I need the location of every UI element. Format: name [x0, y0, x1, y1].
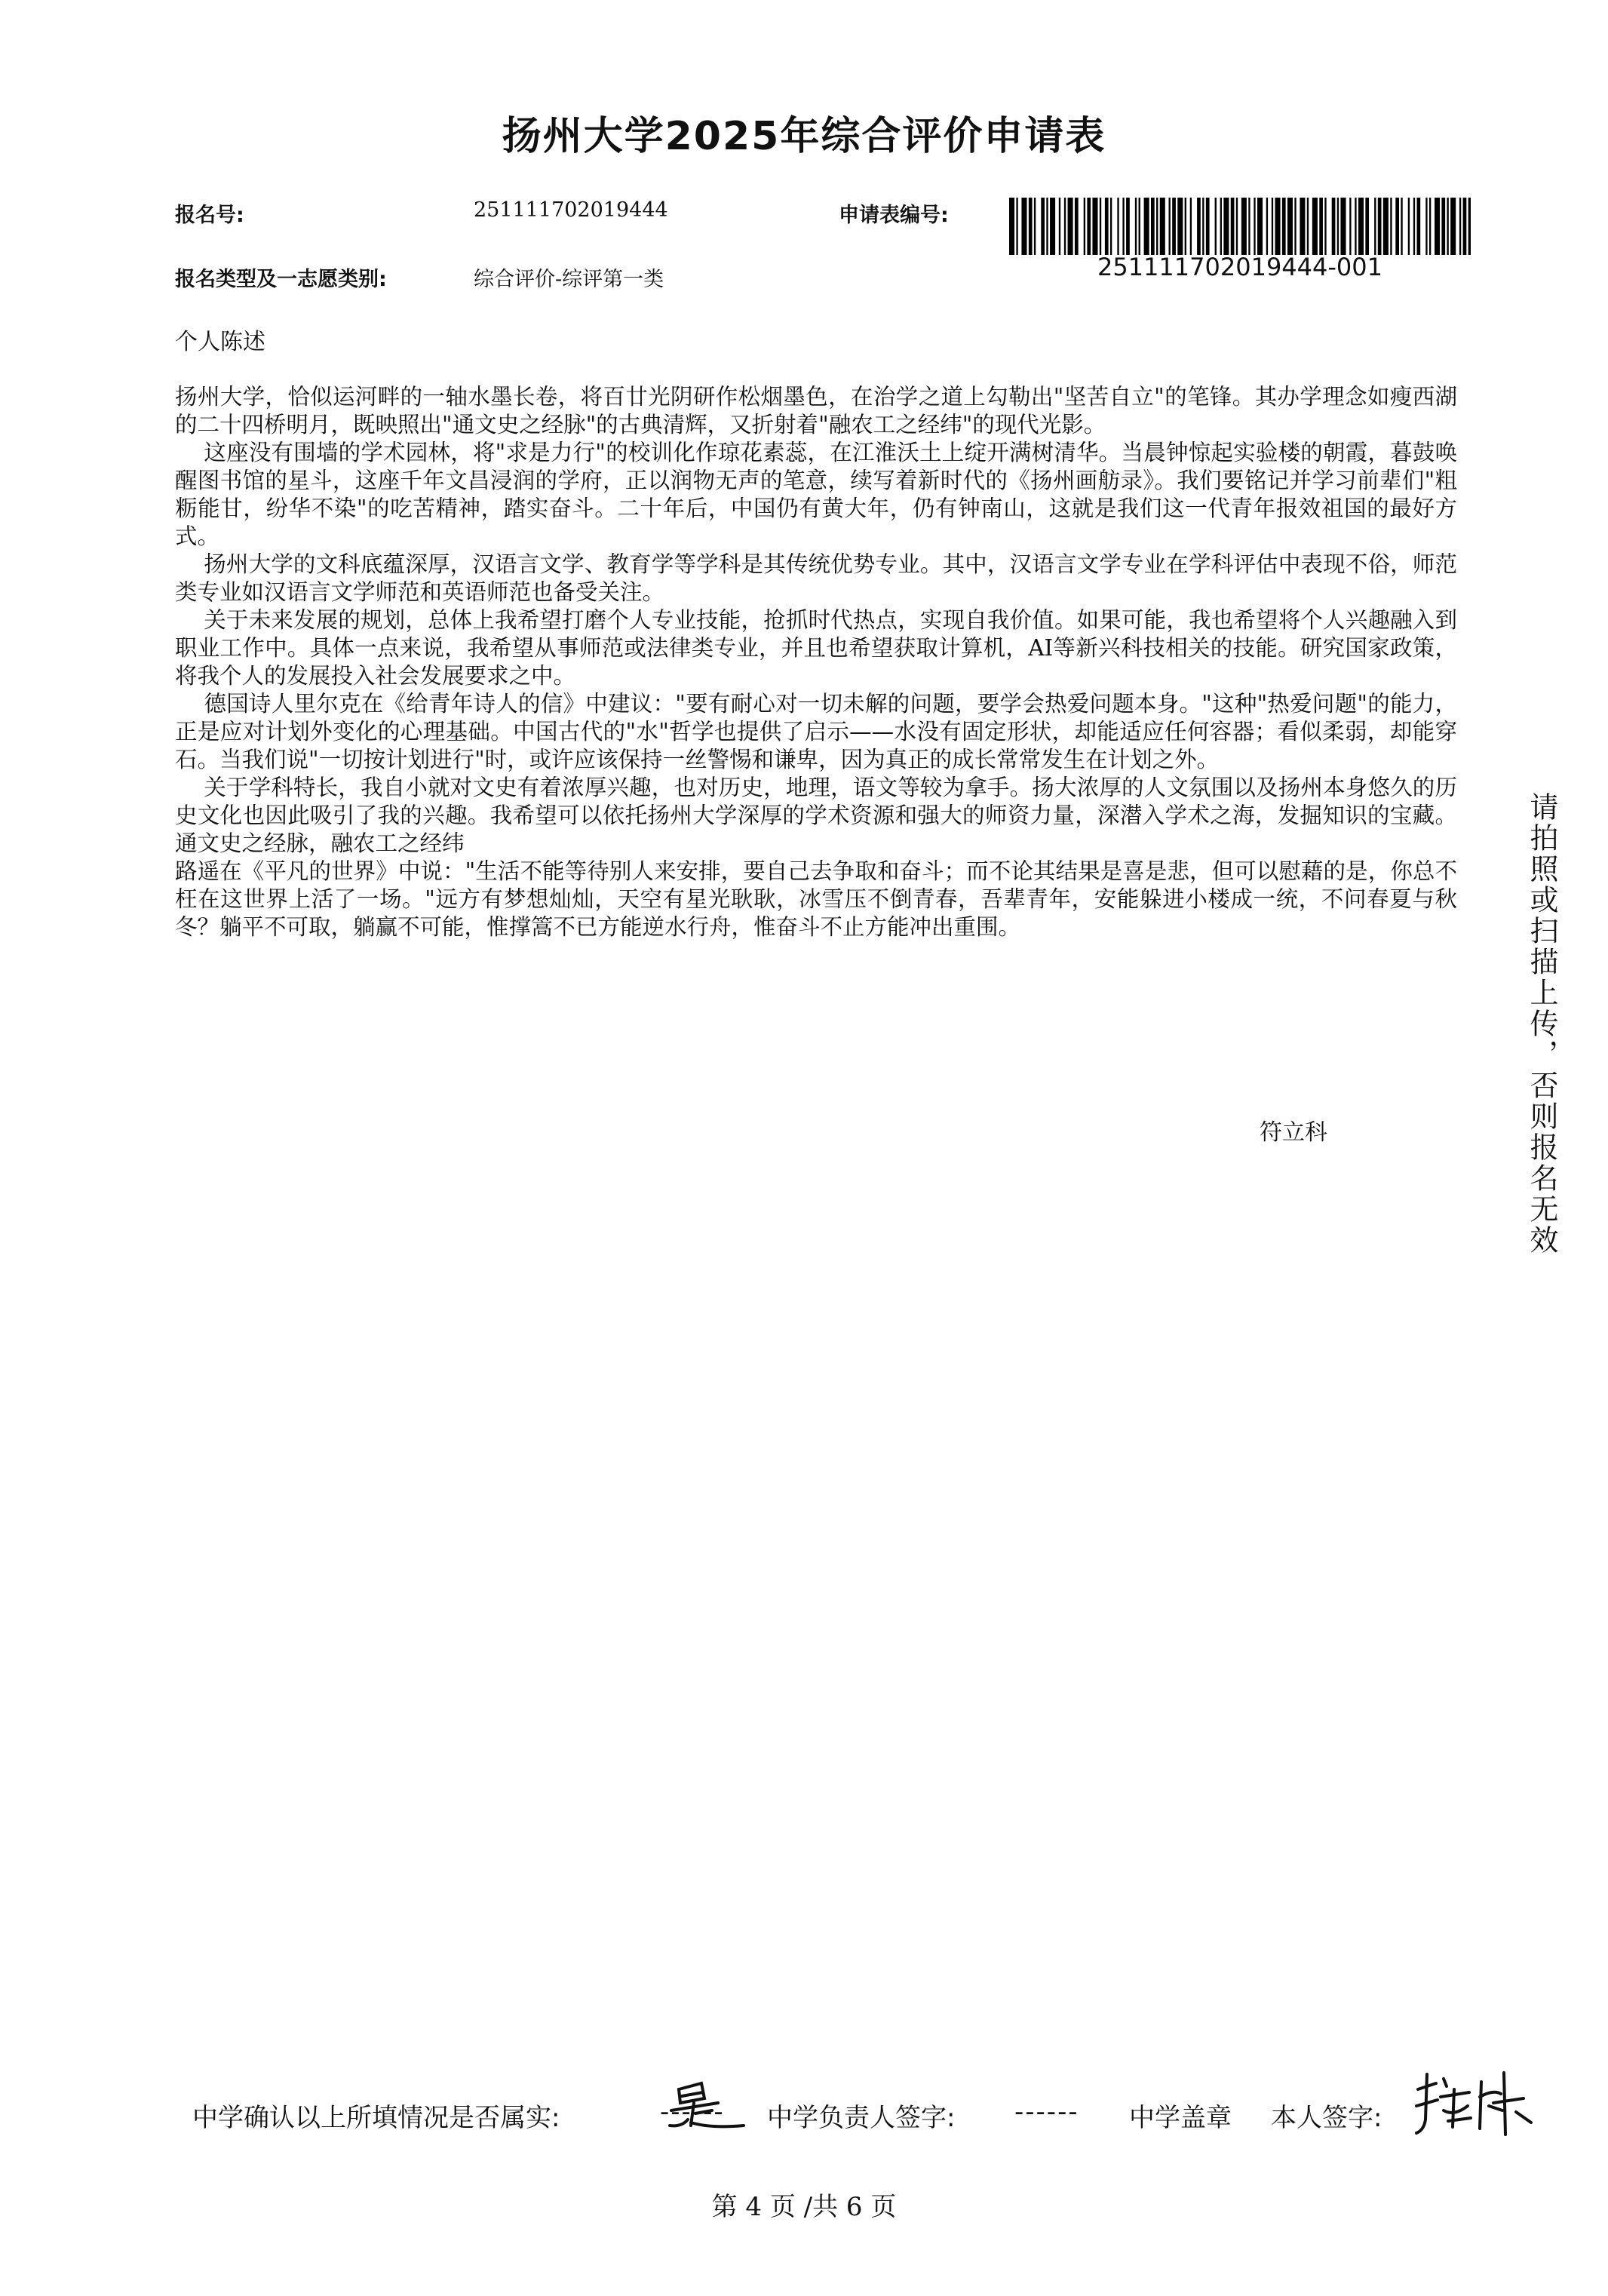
barcode-bar	[1312, 198, 1318, 255]
barcode-bar	[1429, 198, 1431, 255]
student-signature	[1410, 2067, 1539, 2139]
section-title: 个人陈述	[175, 329, 265, 355]
barcode-bar	[1021, 198, 1026, 255]
barcode-bar	[1197, 198, 1201, 255]
barcode	[1009, 198, 1471, 255]
barcode-bar	[1349, 198, 1351, 255]
barcode-bar	[1450, 198, 1456, 255]
self-signature-label: 本人签字:	[1271, 2103, 1382, 2133]
footer-confirmation	[192, 2097, 1550, 2142]
barcode-bar	[1220, 198, 1222, 255]
barcode-bar	[1046, 198, 1048, 255]
barcode-bar	[1135, 198, 1137, 255]
principal-signature-label: 中学负责人签字:	[767, 2103, 956, 2133]
barcode-bar	[1332, 198, 1336, 255]
barcode-bar	[1139, 198, 1140, 255]
barcode-number: 251111702019444-001	[1097, 253, 1382, 281]
barcode-bar	[1401, 198, 1402, 255]
barcode-bar	[1383, 198, 1389, 255]
barcode-bar	[1365, 198, 1369, 255]
barcode-bar	[1358, 198, 1364, 255]
statement-signer: 符立科	[1260, 1119, 1327, 1146]
barcode-bar	[1340, 198, 1346, 255]
barcode-bar	[1156, 198, 1158, 255]
barcode-bar	[1324, 198, 1326, 255]
barcode-bar	[1355, 198, 1356, 255]
barcode-bar	[1092, 198, 1097, 255]
barcode-bar	[1390, 198, 1392, 255]
barcode-bar	[1016, 198, 1017, 255]
barcode-bar	[1215, 198, 1217, 255]
barcode-bar	[1110, 198, 1112, 255]
barcode-bar	[1374, 198, 1376, 255]
barcode-bar	[1425, 198, 1427, 255]
barcode-bar	[1177, 198, 1183, 255]
barcode-bar	[1231, 198, 1235, 255]
form-number-label: 申请表编号:	[839, 204, 949, 227]
barcode-bar	[1160, 198, 1165, 255]
barcode-bar	[1275, 198, 1281, 255]
barcode-bar	[1202, 198, 1204, 255]
barcode-bar	[1169, 198, 1171, 255]
barcode-bar	[1241, 198, 1247, 255]
confirm-label: 中学确认以上所填情况是否属实:	[192, 2103, 560, 2133]
barcode-bar	[1417, 198, 1421, 255]
barcode-bar	[1459, 198, 1461, 255]
statement-paragraph: 关于学科特长，我自小就对文史有着浓厚兴趣，也对历史，地理，语文等较为拿手。扬大浓厚的人文氛围以及扬州本身悠久的历史文化也因此吸引了我的兴趣。我希望可以依托扬州大学深厚的学术资源和强大的师资力量，深潜入学术之海，发掘知识的宝藏。通文史之经脉，融农工之经纬	[175, 775, 1457, 856]
barcode-bar	[1029, 198, 1033, 255]
barcode-bar	[1248, 198, 1250, 255]
barcode-bar	[1075, 198, 1079, 255]
barcode-bar	[1287, 198, 1293, 255]
statement-paragraph: 这座没有围墙的学术园林，将"求是力行"的校训化作琼花素蕊，在江淮沃土上绽开满树清华。当晨钟惊起实验楼的朝霞，暮鼓唤醒图书馆的星斗，这座千年文昌浸润的学府，正以润物无声的笔意，续写着新时代的《扬州画舫录》。我们要铭记并学习前辈们"粗粝能甘，纷华不染"的吃苦精神，踏实奋斗。二十年后，中国仍有黄大年，仍有钟南山，这就是我们这一代青年报效祖国的最好方式。	[175, 440, 1458, 549]
statement-paragraph: 德国诗人里尔克在《给青年诗人的信》中建议："要有耐心对一切未解的问题，要学会热爱问题本身。"这种"热爱问题"的能力，正是应对计划外变化的心理基础。中国古代的"水"哲学也提供了启示——水没有固定形状，却能适应任何容器；看似柔弱，却能穿石。当我们说"一切按计划进行"时，或许应该保持一丝警惕和谦卑，因为真正的成长常常发生在计划之外。	[175, 691, 1457, 772]
barcode-bar	[1185, 198, 1186, 255]
barcode-bar	[1413, 198, 1415, 255]
statement-paragraph: 扬州大学的文科底蕴深厚，汉语言文学、教育学等学科是其传统优势专业。其中，汉语言文学专业在学科评估中表现不俗，师范类专业如汉语言文学师范和英语师范也备受关注。	[175, 551, 1457, 605]
barcode-bar	[1034, 198, 1036, 255]
barcode-bar	[1068, 198, 1073, 255]
category-value: 综合评价-综评第一类	[474, 268, 664, 291]
barcode-bar	[1435, 198, 1440, 255]
barcode-bar	[1294, 198, 1296, 255]
statement-paragraph: 路遥在《平凡的世界》中说："生活不能等待别人来安排，要自己去争取和奋斗；而不论其结果是喜是悲，但可以慰藉的是，你总不枉在这世界上活了一场。"远方有梦想灿灿，天空有星光耿耿，冰雪压不倒青春，吾辈青年，安能躲进小楼成一统，不问春夏与秋冬？躺平不可取，躺赢不可能，惟撑篙不已方能逆水行舟，惟奋斗不止方能冲出重围。	[175, 858, 1457, 940]
page-number: 第 4 页 /共 6 页	[711, 2192, 897, 2222]
barcode-bar	[1468, 198, 1471, 255]
school-seal-label: 中学盖章	[1129, 2103, 1232, 2133]
statement-paragraph: 关于未来发展的规划，总体上我希望打磨个人专业技能，抢抓时代热点，实现自我价值。如果可能，我也希望将个人兴趣融入到职业工作中。具体一点来说，我希望从事师范或法律类专业，并且也希望获取计算机，AI等新兴科技相关的技能。研究国家政策，将我个人的发展投入社会发展要求之中。	[175, 607, 1457, 689]
barcode-bar	[1395, 198, 1399, 255]
barcode-bar	[1463, 198, 1467, 255]
registration-number-label: 报名号:	[175, 204, 244, 227]
barcode-bar	[1441, 198, 1445, 255]
barcode-bar	[1009, 198, 1014, 255]
barcode-bar	[1307, 198, 1309, 255]
statement-paragraph: 扬州大学，恰似运河畔的一轴水墨长卷，将百廿光阴研作松烟墨色，在治学之道上勾勒出"坚苦自立"的笔锋。其办学理念如瘦西湖的二十四桥明月，既映照出"通文史之经脉"的古典清辉，又折射着"融农工之经纬"的现代光影。	[175, 384, 1457, 437]
barcode-bar	[1337, 198, 1339, 255]
barcode-bar	[1282, 198, 1286, 255]
barcode-bar	[1050, 198, 1055, 255]
barcode-bar	[1257, 198, 1263, 255]
handwritten-confirmation	[665, 2076, 748, 2130]
confirm-blank: ------	[660, 2097, 725, 2127]
barcode-bar	[1447, 198, 1448, 255]
personal-statement	[175, 383, 1457, 941]
barcode-bar	[1151, 198, 1155, 255]
barcode-bar	[1236, 198, 1238, 255]
barcode-bar	[1319, 198, 1323, 255]
barcode-bar	[1223, 198, 1229, 255]
barcode-bar	[1105, 198, 1109, 255]
barcode-bar	[1087, 198, 1091, 255]
barcode-bar	[1272, 198, 1273, 255]
barcode-bar	[1126, 198, 1130, 255]
principal-signature-blank: ------	[1014, 2097, 1079, 2127]
barcode-bar	[1300, 198, 1305, 255]
barcode-bar	[1408, 198, 1410, 255]
barcode-bar	[1117, 198, 1119, 255]
barcode-bar	[1378, 198, 1382, 255]
barcode-bar	[1254, 198, 1255, 255]
side-upload-notice: 请拍照或扫描上传，否则报名无效	[1525, 792, 1558, 1256]
category-label: 报名类型及一志愿类别:	[175, 268, 387, 291]
barcode-bar	[1064, 198, 1066, 255]
barcode-bar	[1190, 198, 1192, 255]
barcode-bar	[1041, 198, 1045, 255]
barcode-bar	[1059, 198, 1060, 255]
form-title: 扬州大学2025年综合评价申请表	[502, 114, 1106, 159]
barcode-bar	[1144, 198, 1149, 255]
barcode-bar	[1084, 198, 1085, 255]
barcode-bar	[1100, 198, 1101, 255]
registration-number-value: 251111702019444	[474, 198, 668, 222]
barcode-bar	[1206, 198, 1210, 255]
barcode-bar	[1122, 198, 1124, 255]
barcode-bar	[1172, 198, 1176, 255]
barcode-bar	[1266, 198, 1268, 255]
